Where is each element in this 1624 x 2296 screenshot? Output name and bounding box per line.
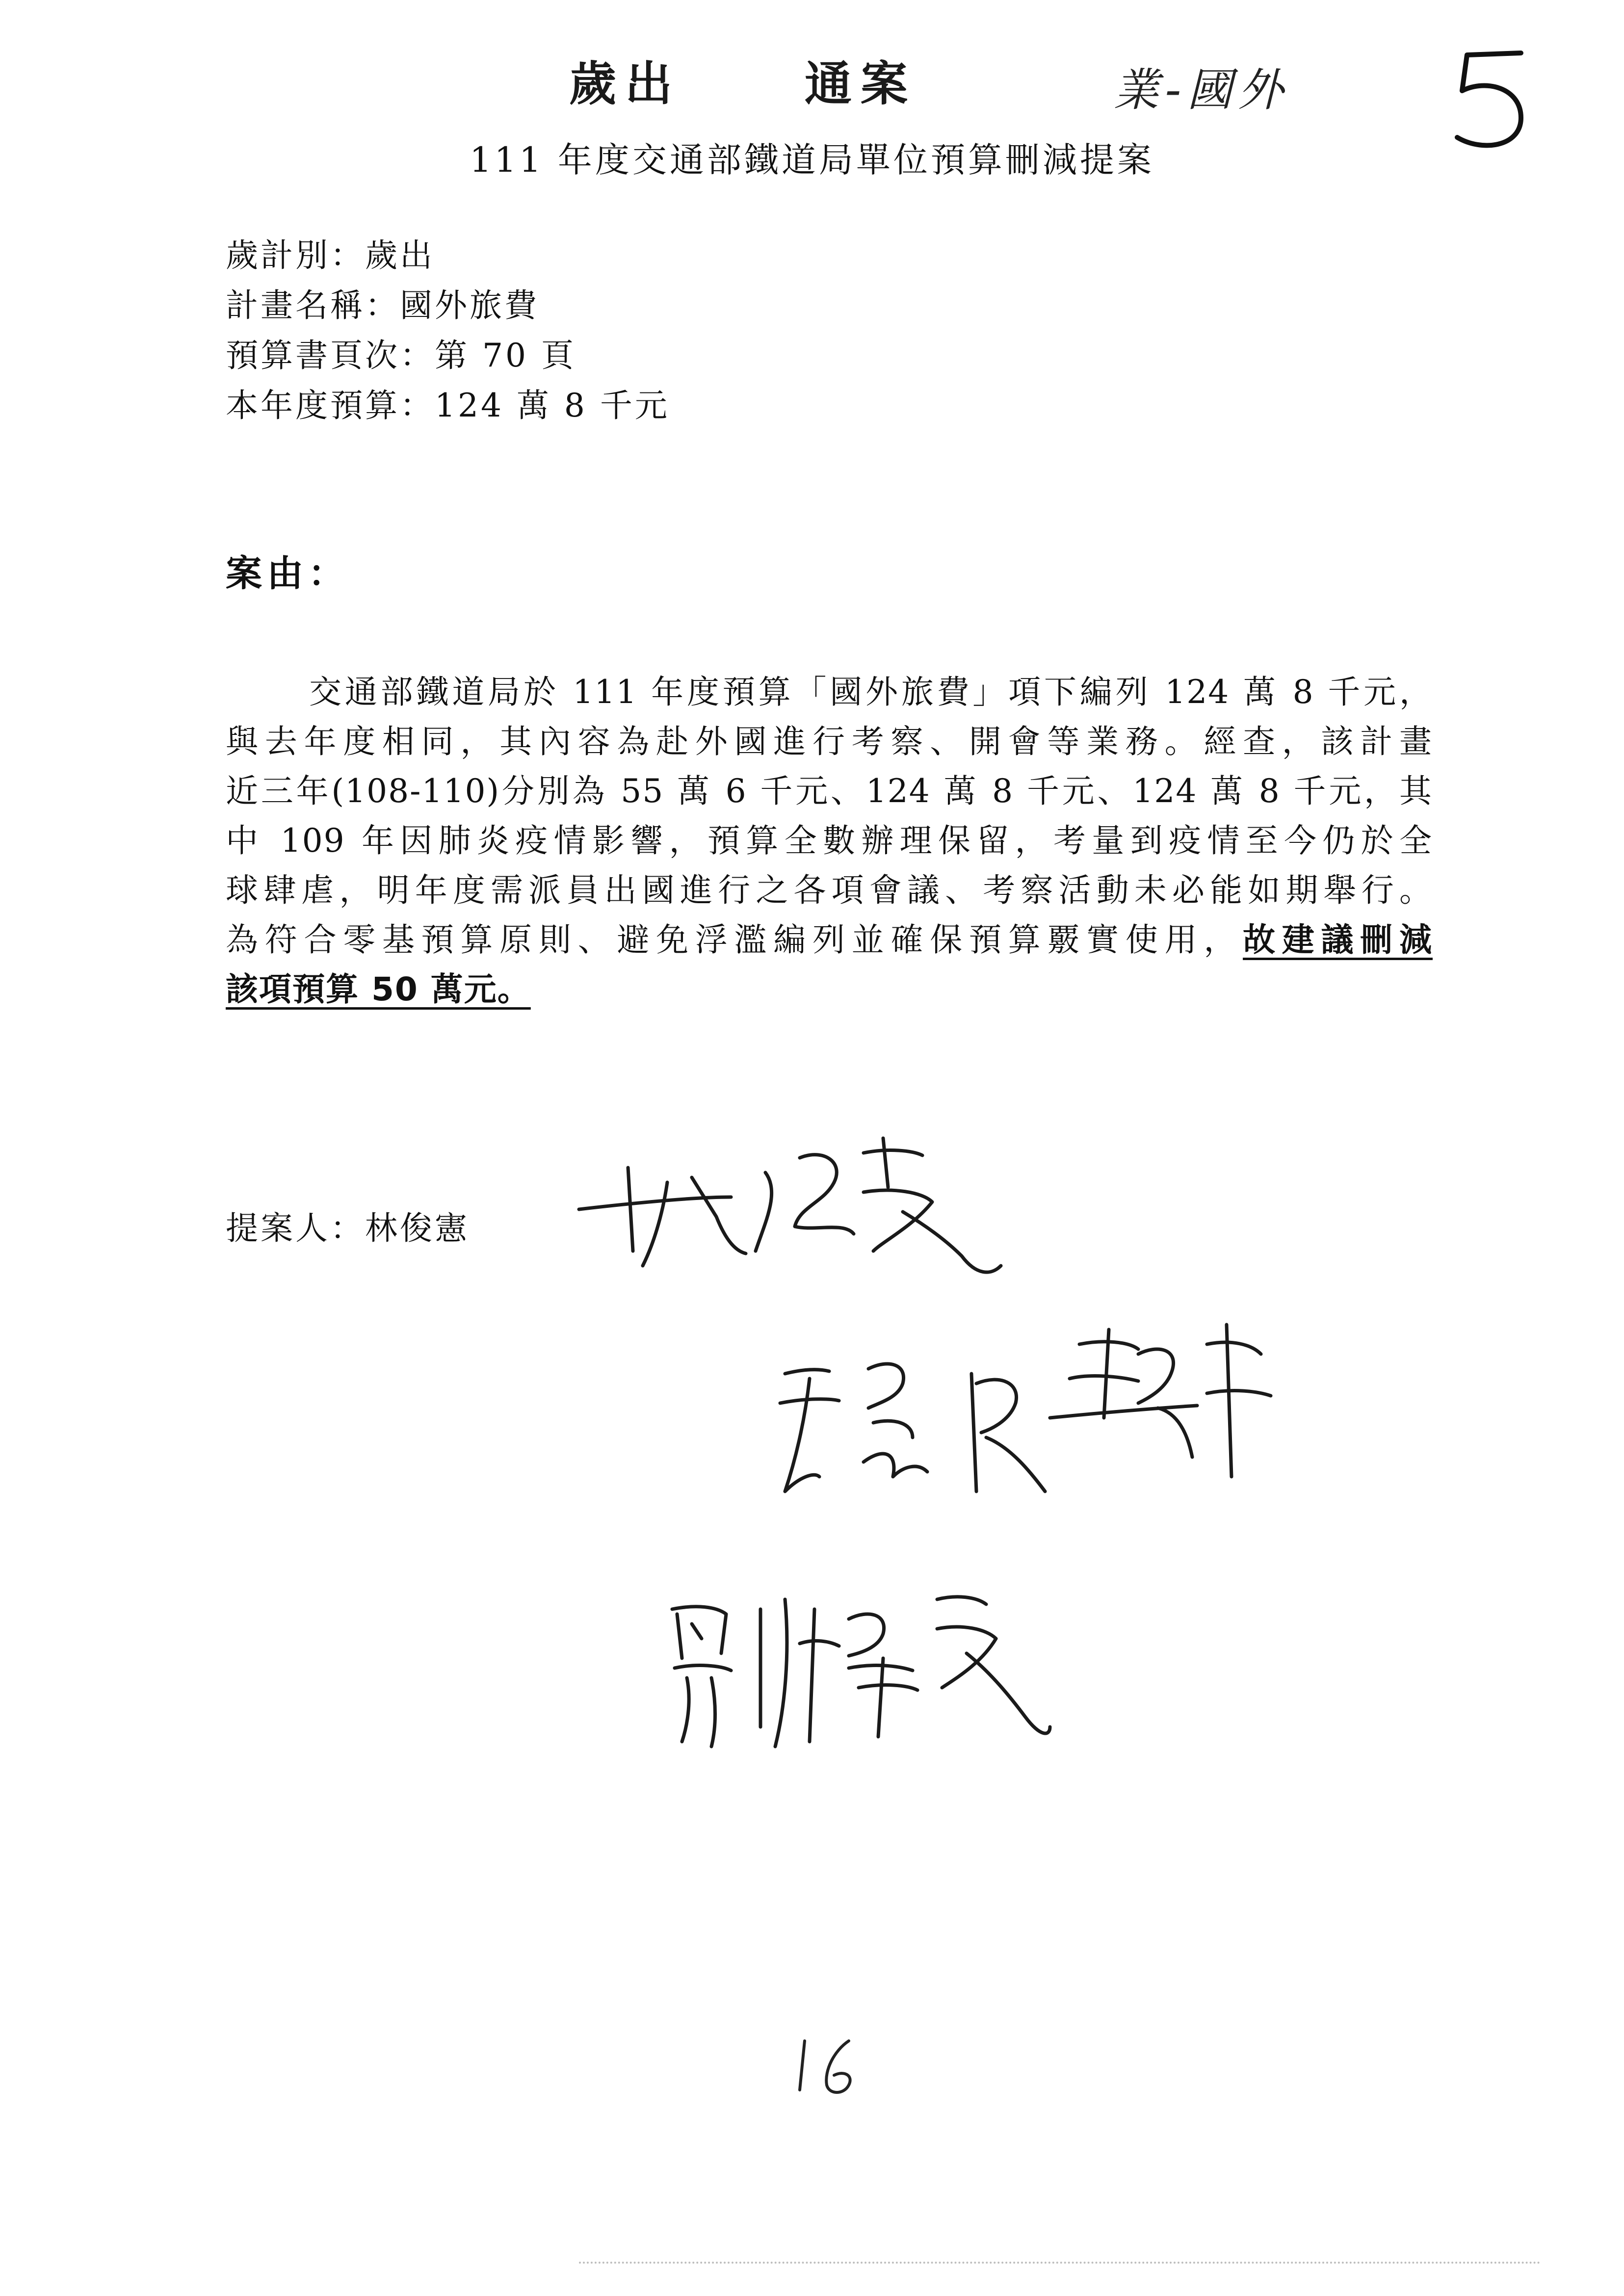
meta-budget-page: 預算書頁次：第 70 頁	[226, 337, 576, 374]
meta-current-budget: 本年度預算：124 萬 8 千元	[226, 387, 670, 424]
reason-heading: 案由：	[226, 552, 349, 595]
reason-line	[226, 965, 1433, 1014]
reason-body	[226, 667, 1433, 1014]
signature-liu-chao-hao	[662, 1580, 1055, 1766]
meta-plan-name: 計畫名稱：國外旅費	[226, 287, 539, 324]
footer-divider	[579, 2262, 1541, 2267]
reason-line	[226, 915, 1433, 965]
handwritten-page-number	[785, 2031, 883, 2100]
meta-category: 歲計別：歲出	[226, 236, 435, 274]
handwritten-tag: 業-國外	[1114, 64, 1289, 116]
budget-meta	[226, 231, 670, 431]
reason-line: 球肆虐，明年度需派員出國進行之各項會議、考察活動未必能如期舉行。	[226, 871, 1433, 909]
recommendation-amount: 該項預算 50 萬元。	[226, 970, 531, 1008]
reason-line-plain: 為符合零基預算原則、避免浮濫編列並確保預算覈實使用，	[226, 921, 1243, 959]
reason-line: 中 109 年因肺炎疫情影響，預算全數辦理保留，考量到疫情至今仍於全	[226, 822, 1433, 860]
stamp-expenditure: 歲出	[569, 56, 681, 111]
reason-line: 與去年度相同，其內容為赴外國進行考察、開會等業務。經查，該計畫	[226, 723, 1433, 760]
stamp-passed: 通案	[805, 56, 917, 111]
recommendation-emphasis: 故建議刪減	[1243, 921, 1433, 959]
signature-hsu-chih-chieh	[765, 1315, 1281, 1521]
signature-lin-chun-hsien	[569, 1128, 1011, 1305]
proposer-label: 提案人：林俊憲	[226, 1209, 470, 1247]
document-title: 111 年度交通部鐵道局單位預算刪減提案	[470, 140, 1154, 180]
reason-line: 交通部鐵道局於 111 年度預算「國外旅費」項下編列 124 萬 8 千元，	[309, 673, 1433, 711]
reason-line: 近三年(108-110)分別為 55 萬 6 千元、124 萬 8 千元、124 萬 8 千元，其	[226, 772, 1433, 810]
